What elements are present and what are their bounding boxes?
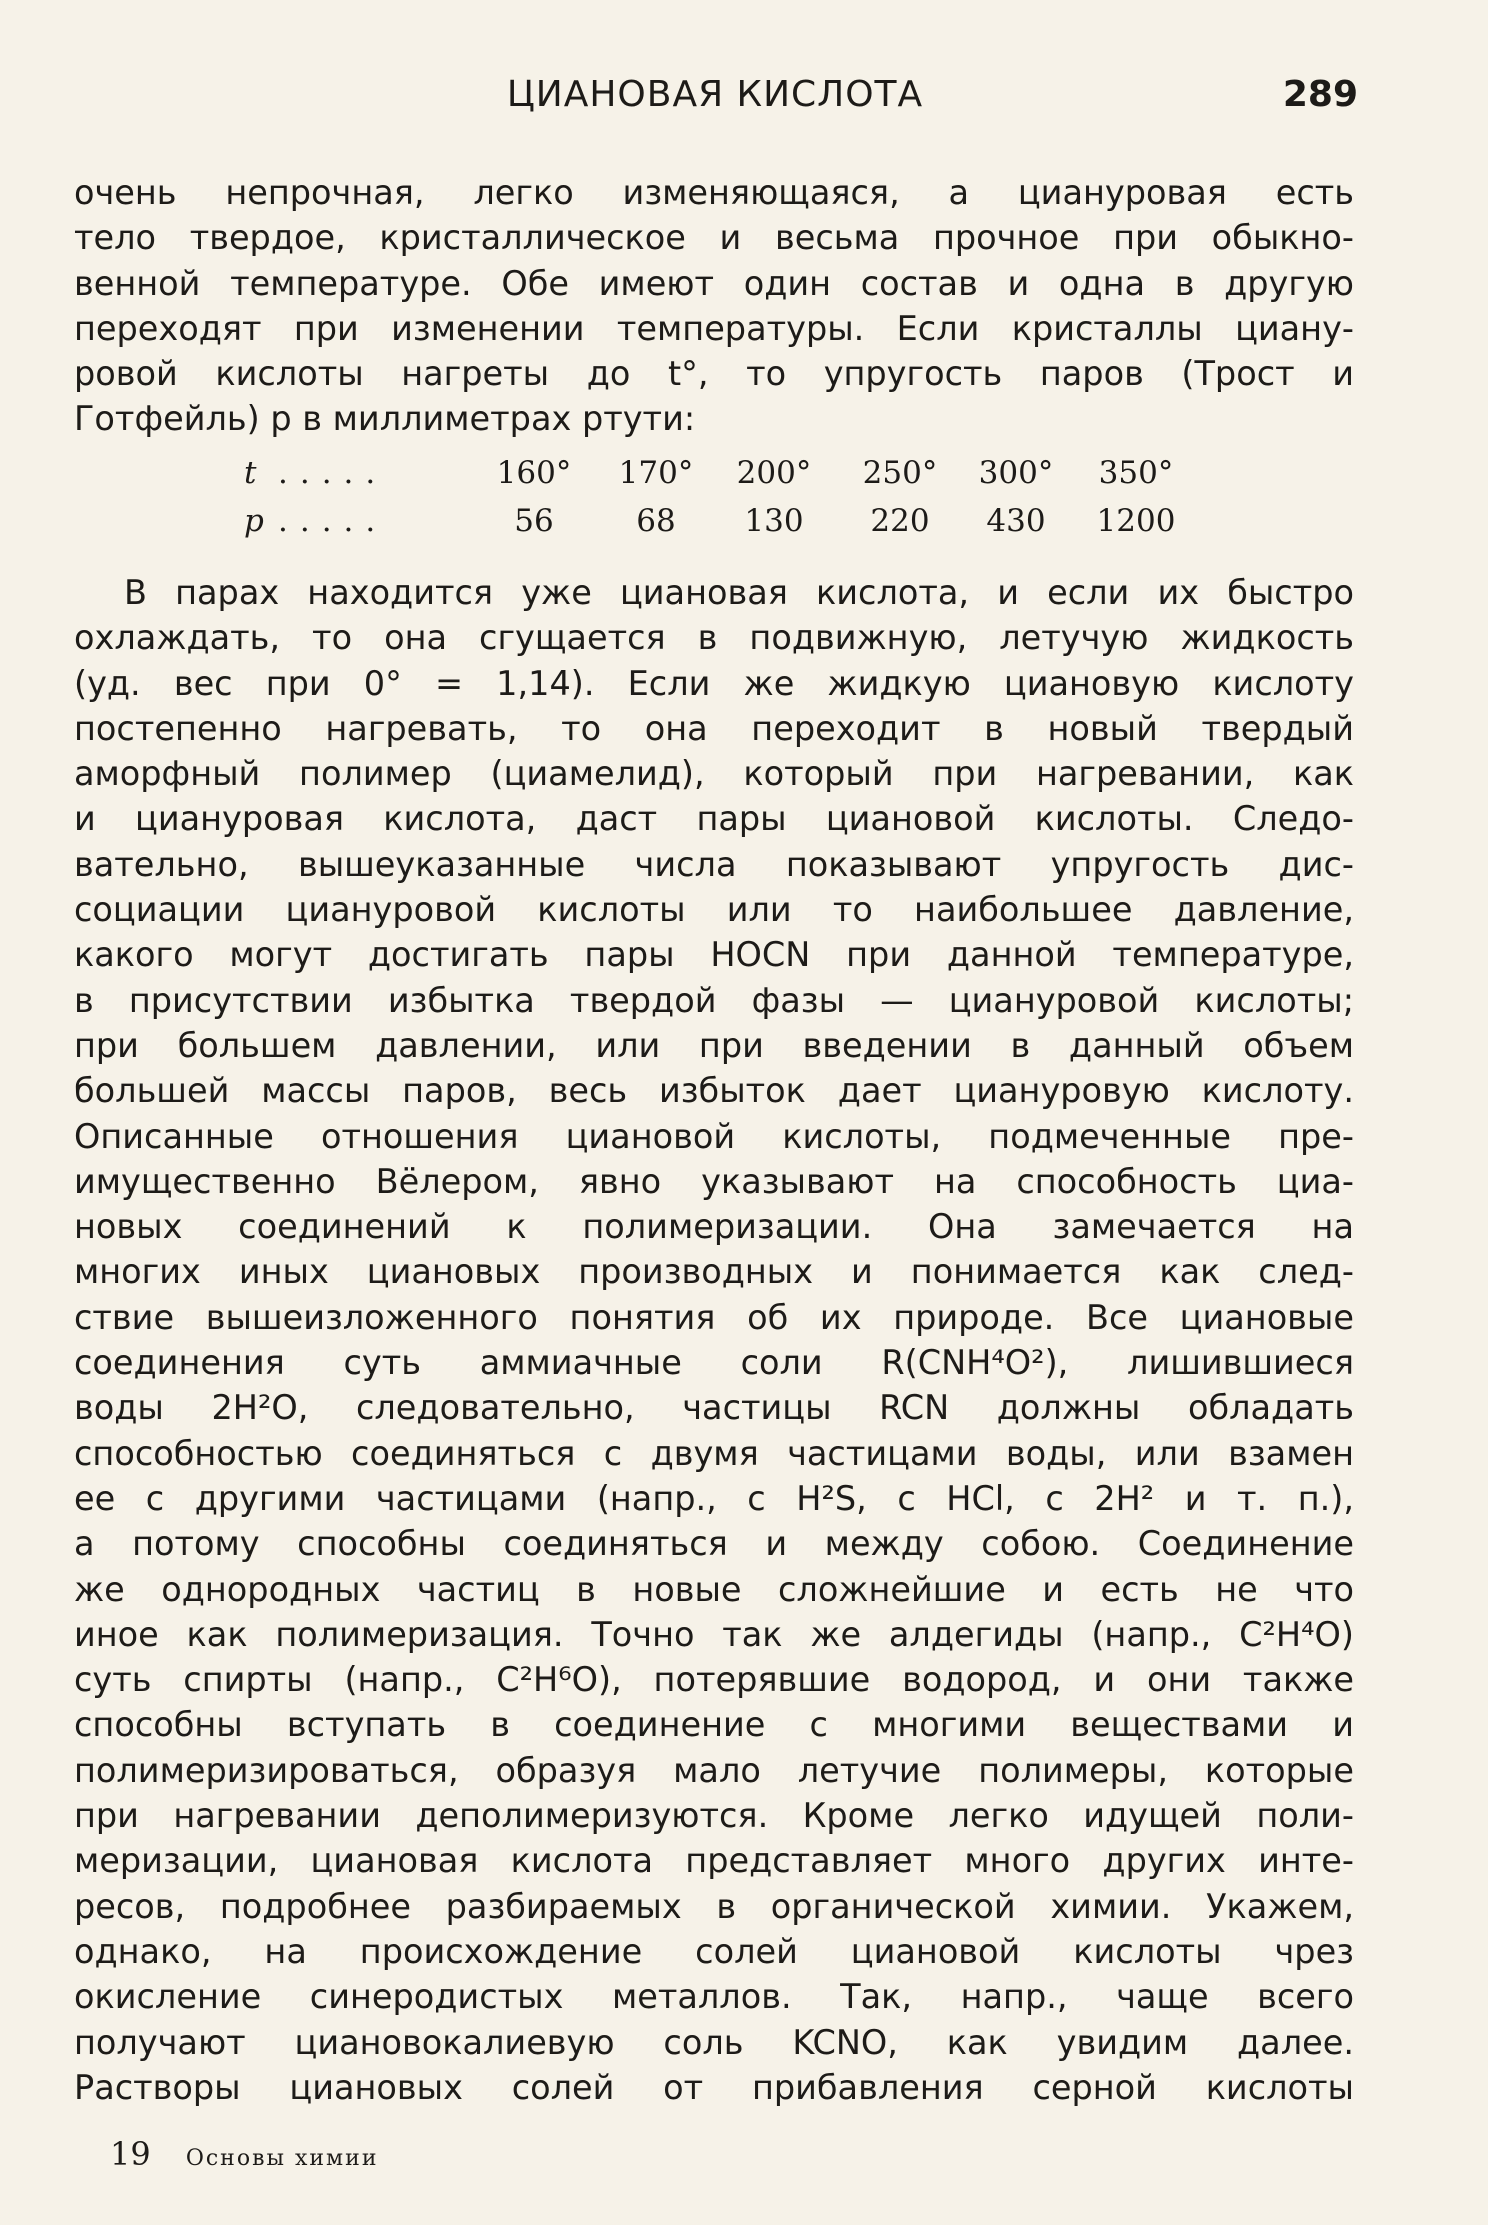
- text-line: а потому способны соединяться и между собою. Соединение: [74, 1524, 1354, 1564]
- text-line: какого могут достигать пары HOCN при данной температуре,: [74, 935, 1354, 975]
- text-line: при нагревании деполимеризуются. Кроме легко идущей поли-: [74, 1796, 1354, 1836]
- signature-title: Основы химии: [185, 2146, 379, 2171]
- text-line: ствие вышеизложенного понятия об их природе. Все циановые: [74, 1297, 1354, 1337]
- text-line: очень непрочная, легко изменяющаяся, а циануровая есть: [74, 173, 1354, 212]
- vapor-pressure-table: [244, 449, 1204, 545]
- text-line: же однородных частиц в новые сложнейшие и есть не что: [74, 1569, 1354, 1609]
- paragraph-1: [74, 170, 1354, 442]
- table-cell: 250°: [862, 455, 938, 491]
- text-line: воды 2H²O, следовательно, частицы RCN должны обладать: [74, 1388, 1354, 1428]
- signature-number: 19: [110, 2135, 151, 2173]
- text-line: ее с другими частицами (напр., с H²S, с HCl, с 2H² и т. п.),: [74, 1478, 1354, 1518]
- text-line: Готфейль) p в миллиметрах ртути:: [74, 399, 696, 439]
- text-line: получают циановокалиевую соль KCNO, как увидим далее.: [74, 2022, 1354, 2062]
- footer-signature: [110, 2135, 378, 2173]
- text-line: Растворы циановых солей от прибавления серной кислоты: [74, 2067, 1354, 2107]
- text-line: и циануровая кислота, даст пары циановой кислоты. Следо-: [74, 799, 1354, 839]
- row-label-p: p: [244, 503, 264, 539]
- text-line: окисление синеродистых металлов. Так, напр., чаще всего: [74, 1977, 1354, 2017]
- text-line: иное как полимеризация. Точно так же алдегиды (напр., C²H⁴O): [74, 1614, 1354, 1654]
- table-cell: 160°: [496, 455, 572, 491]
- text-line: при большем давлении, или при введении в данный объем: [74, 1025, 1354, 1065]
- text-line: социации циануровой кислоты или то наибольшее давление,: [74, 890, 1354, 930]
- row-label-t: t: [244, 455, 257, 491]
- text-line: способны вступать в соединение с многими веществами и: [74, 1705, 1354, 1745]
- text-line: В парах находится уже циановая кислота, и если их быстро: [124, 573, 1354, 612]
- page-number: 289: [1282, 74, 1358, 115]
- table-cell: 350°: [1098, 455, 1174, 491]
- text-line: полимеризироваться, образуя мало летучие полимеры, которые: [74, 1750, 1354, 1790]
- text-line: венной температуре. Обе имеют один состав и одна в другую: [74, 263, 1354, 303]
- text-line: меризации, циановая кислота представляет много других инте-: [74, 1841, 1354, 1881]
- text-line: большей массы паров, весь избыток дает циануровую кислоту.: [74, 1071, 1354, 1111]
- text-line: соединения суть аммиачные соли R(CNH⁴O²), лишившиеся: [74, 1343, 1354, 1383]
- text-line: многих иных циановых производных и понимается как след-: [74, 1252, 1354, 1292]
- table-cell: 130: [744, 503, 804, 539]
- text-line: суть спирты (напр., C²H⁶O), потерявшие водород, и они также: [74, 1660, 1354, 1700]
- leader-dots: .....: [278, 455, 388, 491]
- table-row-t: [244, 449, 1204, 497]
- text-line: постепенно нагревать, то она переходит в новый твердый: [74, 708, 1354, 748]
- text-line: в присутствии избытка твердой фазы — циануровой кислоты;: [74, 980, 1354, 1020]
- text-line: аморфный полимер (циамелид), который при нагревании, как: [74, 754, 1354, 794]
- text-line: ресов, подробнее разбираемых в органической химии. Укажем,: [74, 1886, 1354, 1926]
- paragraph-2: [74, 570, 1354, 2110]
- running-title: ЦИАНОВАЯ КИСЛОТА: [506, 74, 924, 115]
- text-line: переходят при изменении температуры. Если кристаллы циану-: [74, 308, 1354, 348]
- table-cell: 1200: [1096, 503, 1176, 539]
- table-cell: 200°: [736, 455, 812, 491]
- table-cell: 68: [636, 503, 676, 539]
- table-cell: 220: [870, 503, 930, 539]
- text-line: тело твердое, кристаллическое и весьма прочное при обыкно-: [74, 218, 1354, 258]
- text-line: ровой кислоты нагреты до t°, то упругость паров (Трост и: [74, 354, 1354, 394]
- leader-dots: .....: [278, 503, 388, 539]
- text-line: новых соединений к полимеризации. Она замечается на: [74, 1207, 1354, 1247]
- table-cell: 430: [986, 503, 1046, 539]
- text-line: однако, на происхождение солей циановой кислоты чрез: [74, 1931, 1354, 1971]
- table-cell: 300°: [978, 455, 1054, 491]
- table-cell: 56: [514, 503, 554, 539]
- text-line: Описанные отношения циановой кислоты, подмеченные пре-: [74, 1116, 1354, 1156]
- text-line: способностью соединяться с двумя частицами воды, или взамен: [74, 1433, 1354, 1473]
- table-cell: 170°: [618, 455, 694, 491]
- text-line: охлаждать, то она сгущается в подвижную, летучую жидкость: [74, 618, 1354, 658]
- text-line: вательно, вышеуказанные числа показывают упругость дис-: [74, 844, 1354, 884]
- running-head: [72, 74, 1358, 124]
- text-line: имущественно Вёлером, явно указывают на способность циа-: [74, 1161, 1354, 1201]
- text-line: (уд. вес при 0° = 1,14). Если же жидкую циановую кислоту: [74, 663, 1354, 703]
- table-row-p: [244, 497, 1204, 545]
